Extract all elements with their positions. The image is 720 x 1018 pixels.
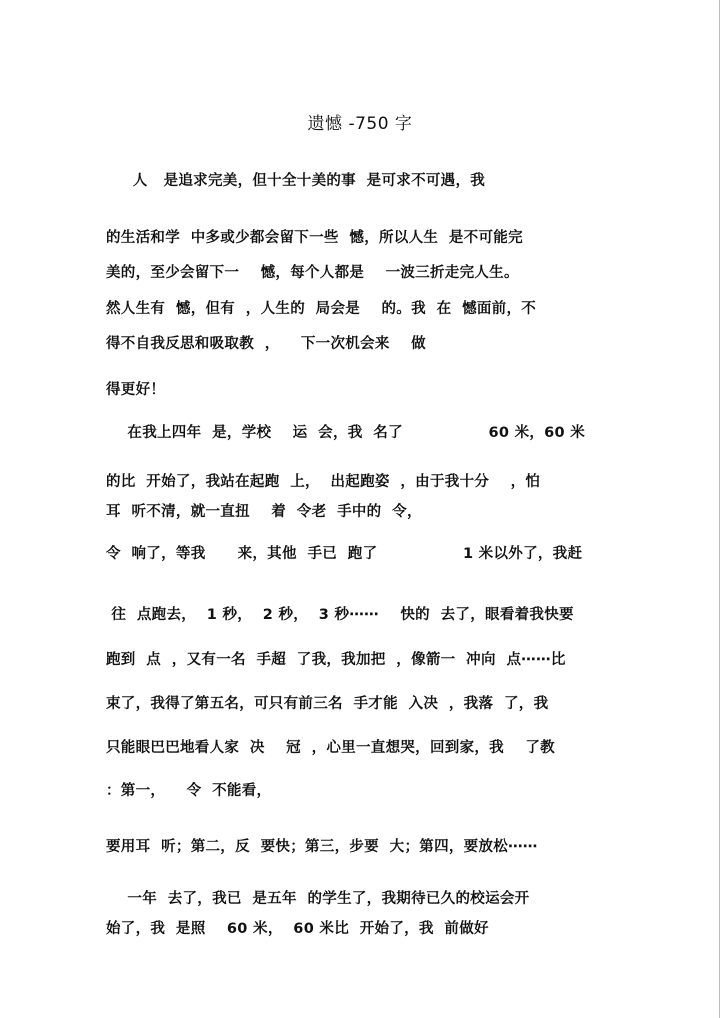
paragraph-line: 束了，我得了第五名，可只有前三名 手才能 入决 ，我落 了，我 (106, 696, 549, 712)
paragraph-line: 的比 开始了，我站在起跑 上， 出起跑姿 ，由于我十分 ，怕 (106, 474, 541, 490)
paragraph-line: ：第一， 令 不能看， (106, 783, 272, 799)
paragraph-line: 只能眼巴巴地看人家 决 冠 ，心里一直想哭，回到家，我 了教 (106, 740, 555, 756)
paragraph-line: 人 是追求完美，但十全十美的事 是可求不可遇，我 (106, 173, 486, 189)
paragraph-line: 往 点跑去， 1 秒， 2 秒， 3 秒⋯⋯ 快的 去了，眼看着我快要 (106, 607, 574, 623)
paragraph-line: 在我上四年 是，学校 运 会，我 名了 60 米，60 米 (106, 425, 586, 441)
paragraph-line: 要用耳 听；第二，反 要快；第三，步要 大；第四，要放松⋯⋯ (106, 839, 538, 855)
paragraph-line: 始了，我 是照 60 米， 60 米比 开始了，我 前做好 (106, 921, 489, 937)
paragraph-line: 美的，至少会留下一 憾，每个人都是 一波三折走完人生。 (106, 265, 519, 281)
paragraph-line: 一年 去了，我已 是五年 的学生了，我期待已久的校运会开 (106, 891, 530, 907)
paragraph-line: 的生活和学 中多或少都会留下一些 憾，所以人生 是不可能完 (106, 230, 523, 246)
paragraph-line: 得更好！ (106, 382, 166, 398)
paragraph-line: 跑到 点 ，又有一名 手超 了我，我加把 ，像箭一 冲向 点⋯⋯比 (106, 652, 566, 668)
paragraph-line: 耳 听不清，就一直扭 着 令老 手中的 令， (106, 504, 422, 520)
paragraph-line: 然人生有 憾，但有 ，人生的 局会是 的。我 在 憾面前，不 (106, 301, 537, 317)
paragraph-line: 令 响了，等我 来，其他 手已 跑了 1 米以外了，我赶 (106, 546, 583, 562)
paragraph-line: 得不自我反思和吸取教 ， 下一次机会来 做 (106, 336, 426, 352)
document-title: 遗憾 -750 字 (307, 114, 413, 135)
